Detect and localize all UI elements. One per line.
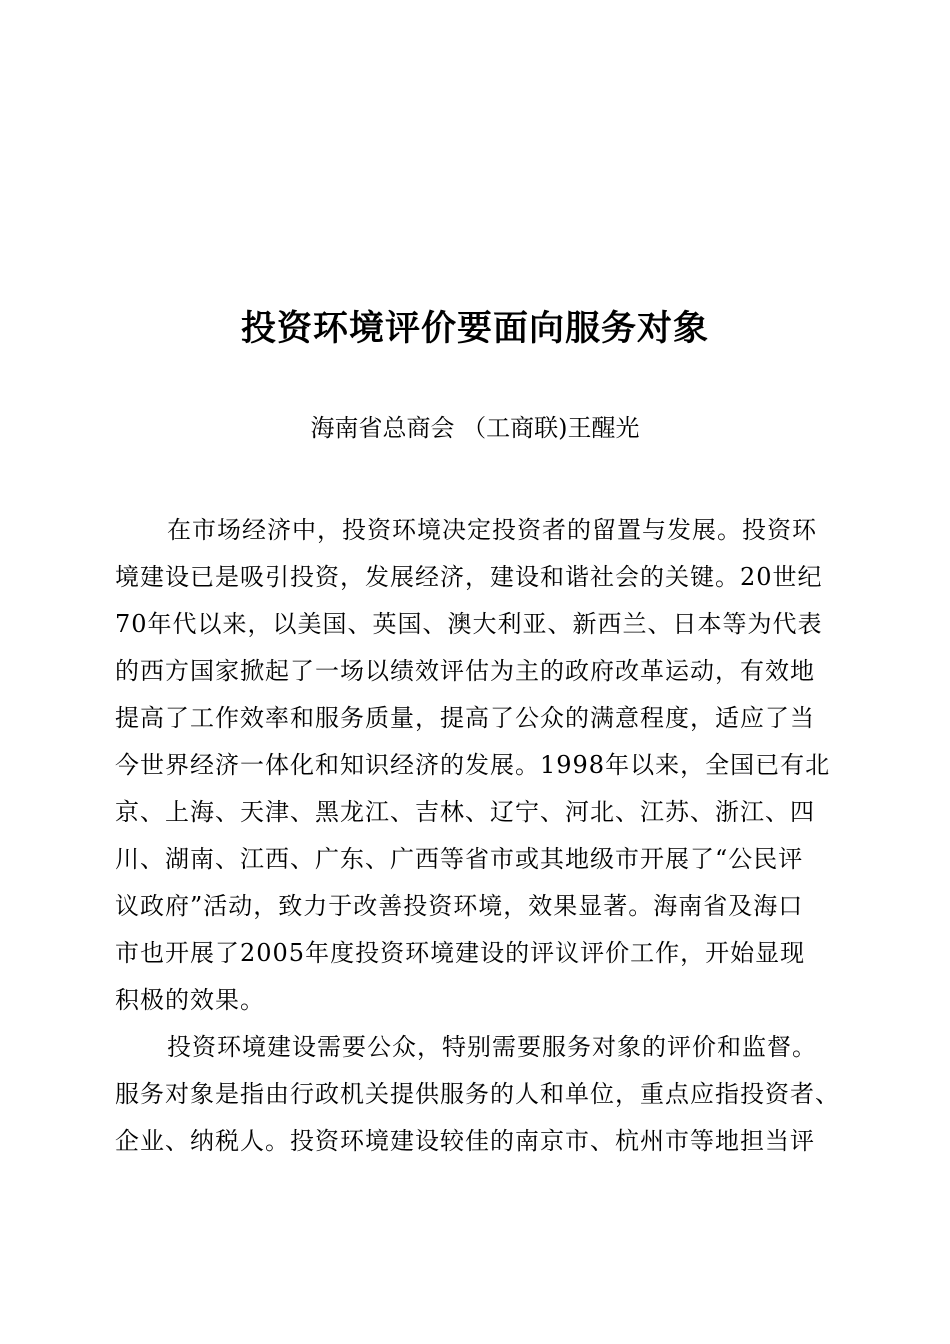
text-line: 在市场经济中，投资环境决定投资者的留置与发展。投资环	[167, 516, 817, 544]
text-line: 议政府”活动，致力于改善投资环境，效果显著。海南省及海口	[115, 892, 804, 920]
document-body	[115, 507, 845, 1165]
text-line: 企业、纳税人。投资环境建设较佳的南京市、杭州市等地担当评	[115, 1127, 815, 1155]
text-line: 市也开展了2005年度投资环境建设的评议评价工作，开始显现	[115, 939, 806, 967]
text-line: 提高了工作效率和服务质量，提高了公众的满意程度，适应了当	[115, 704, 815, 732]
text-line: 川、湖南、江西、广东、广西等省市或其地级市开展了“公民评	[115, 845, 804, 873]
text-line: 境建设已是吸引投资，发展经济，建设和谐社会的关键。20世纪	[115, 563, 823, 591]
text-line: 的西方国家掀起了一场以绩效评估为主的政府改革运动，有效地	[115, 657, 815, 685]
text-line: 70年代以来，以美国、英国、澳大利亚、新西兰、日本等为代表	[115, 610, 823, 638]
text-line: 服务对象是指由行政机关提供服务的人和单位，重点应指投资者、	[115, 1080, 840, 1108]
paragraph	[115, 507, 845, 1024]
text-line: 积极的效果。	[115, 986, 265, 1014]
text-line: 今世界经济一体化和知识经济的发展。1998年以来，全国已有北	[115, 751, 831, 779]
text-line: 京、上海、天津、黑龙江、吉林、辽宁、河北、江苏、浙江、四	[115, 798, 815, 826]
author-line: 海南省总商会 （工商联)王醒光	[310, 414, 640, 442]
paragraph	[115, 1024, 845, 1165]
text-line: 投资环境建设需要公众，特别需要服务对象的评价和监督。	[167, 1033, 817, 1061]
document-title: 投资环境评价要面向服务对象	[240, 308, 709, 349]
